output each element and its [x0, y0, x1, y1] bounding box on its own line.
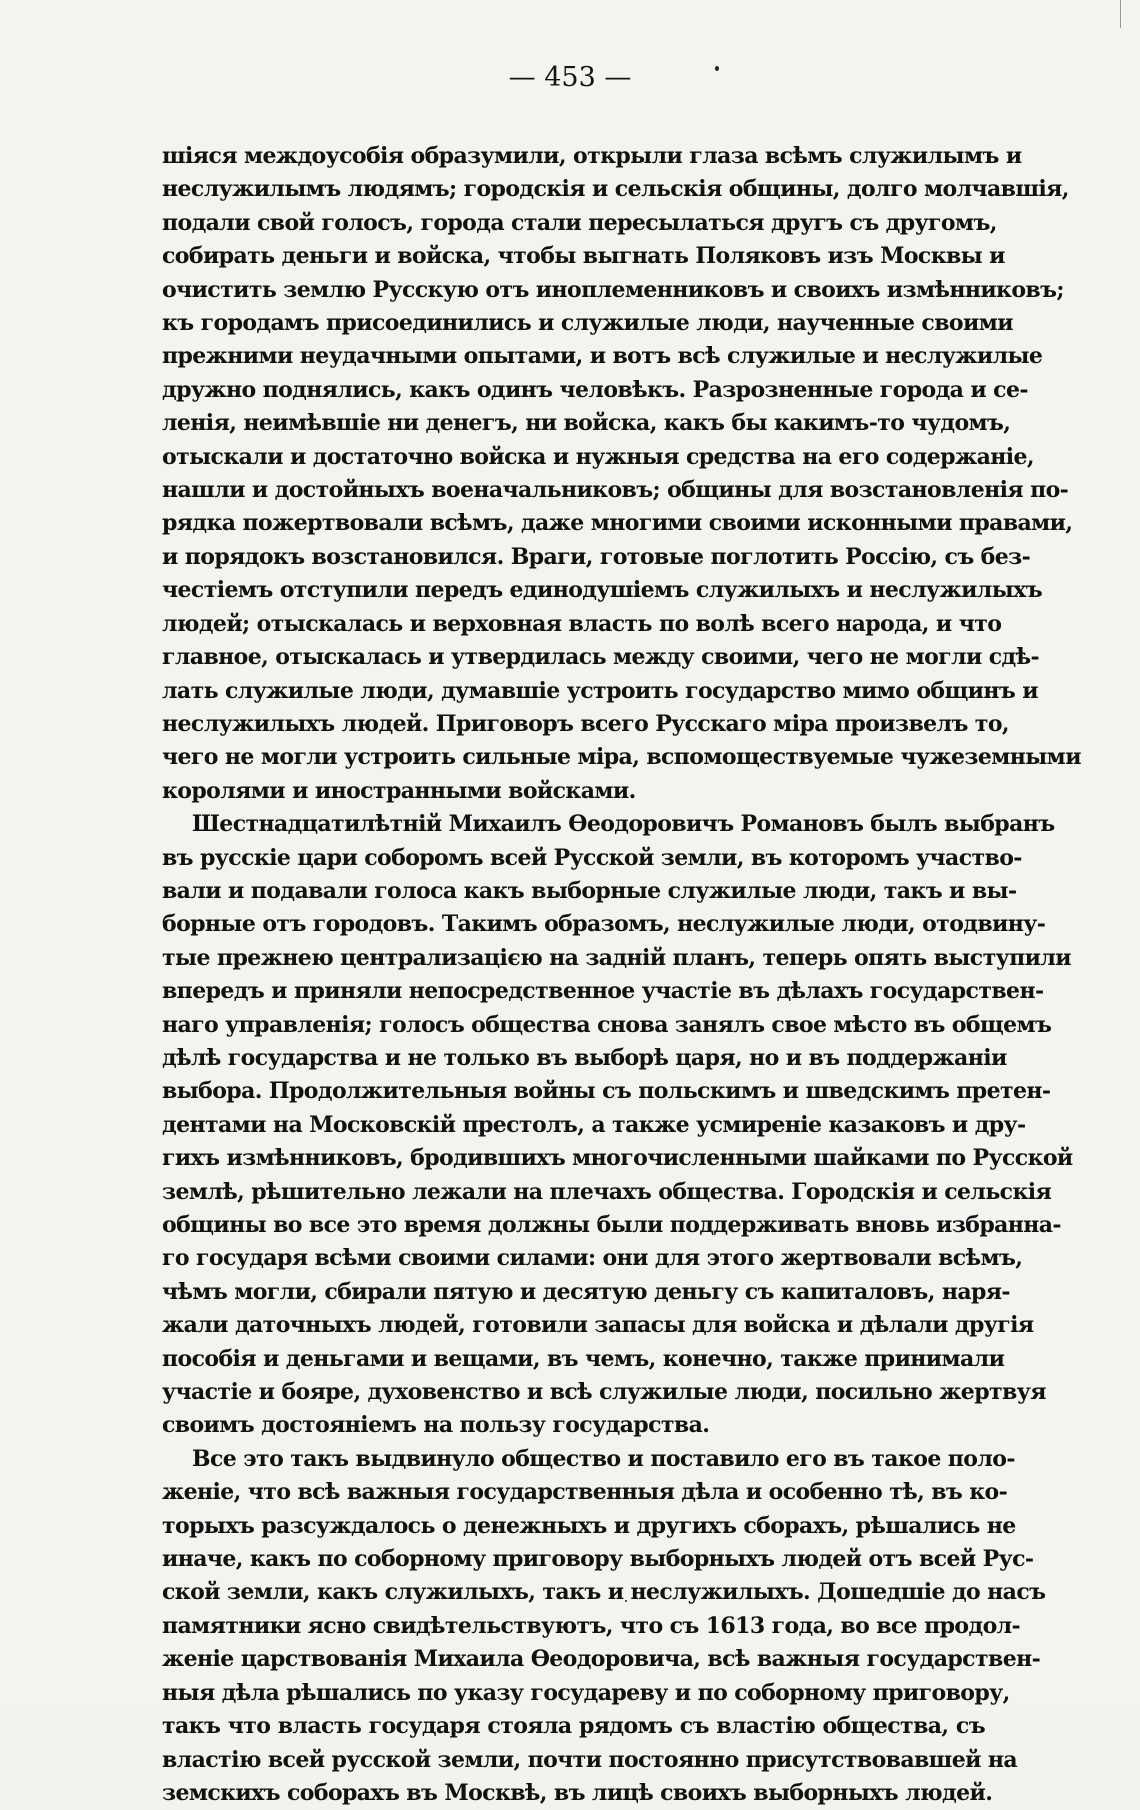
text-line: ской земли, какъ служилыхъ, такъ и неслужилыхъ. Дошедшіе до насъ — [162, 1579, 1046, 1606]
text-line: общины во все это время должны были поддерживать вновь избранна- — [162, 1212, 1061, 1238]
text-line: людей; отыскалась и верховная власть по волѣ всего народа, и что — [162, 610, 1002, 637]
text-line: къ городамъ присоединились и служилые люди, наученные своими — [162, 310, 1013, 337]
paragraph-3 — [162, 1443, 1046, 1810]
paragraph-2 — [162, 808, 1073, 1443]
text-line: ленія, неимѣвшіе ни денегъ, ни войска, какъ бы какимъ-то чудомъ, — [162, 410, 1011, 437]
text-line: неслужилыхъ людей. Приговоръ всего Русскаго міра произвелъ то, — [162, 710, 1009, 737]
text-line: въ русскіе цари соборомъ всей Русской земли, въ которомъ участво- — [162, 844, 1022, 871]
text-line: тые прежнею централизацією на задній планъ, теперь опять выступили — [162, 944, 1071, 971]
text-line: памятники ясно свидѣтельствуютъ, что съ 1613 года, во все продол- — [162, 1612, 1021, 1639]
text-line: торыхъ разсуждалось о денежныхъ и другихъ сборахъ, рѣшались не — [162, 1512, 1016, 1539]
text-line: ныя дѣла рѣшались по указу государеву и по соборному приговору, — [162, 1679, 1010, 1706]
text-line: Все это такъ выдвинуло общество и поставило его въ такое поло- — [192, 1445, 1015, 1472]
page-number: — 453 — — [508, 62, 632, 93]
text-line: неслужилымъ людямъ; городскія и сельскія общины, долго молчавшія, — [162, 176, 1069, 203]
text-line: пособія и деньгами и вещами, въ чемъ, конечно, также принимали — [162, 1345, 1005, 1372]
right-edge-mark — [1120, 0, 1121, 28]
text-line: земскихъ соборахъ въ Москвѣ, въ лицѣ своихъ выборныхъ людей. — [162, 1779, 993, 1806]
text-line: впередъ и приняли непосредственное участіе въ дѣлахъ государствен- — [162, 978, 1044, 1005]
text-line: вали и подавали голоса какъ выборные служилые люди, такъ и вы- — [162, 877, 1017, 904]
text-line: чего не могли устроить сильные міра, вспомоществуемые чужеземными — [162, 744, 1081, 771]
text-line: очистить землю Русскую отъ иноплеменниковъ и своихъ измѣнниковъ; — [162, 276, 1064, 303]
text-line: главное, отыскалась и утвердилась между своими, чего не могли сдѣ- — [162, 644, 1039, 671]
paragraph-1 — [162, 140, 1081, 808]
text-line: подали свой голосъ, города стали пересылаться другъ съ другомъ, — [162, 209, 997, 236]
text-line: выбора. Продолжительныя войны съ польскимъ и шведскимъ претен- — [162, 1078, 1051, 1105]
text-line: рядка пожертвовали всѣмъ, даже многими своими исконными правами, — [162, 510, 1073, 537]
text-line: шіяся междоусобія образумили, открыли глаза всѣмъ служилымъ и — [162, 143, 1022, 169]
text-line: Шестнадцатилѣтній Михаилъ Ѳеодоровичъ Романовъ былъ выбранъ — [192, 811, 1055, 838]
text-line: собирать деньги и войска, чтобы выгнать Поляковъ изъ Москвы и — [162, 243, 1005, 270]
body-text — [162, 140, 1081, 1810]
text-line: иначе, какъ по соборному приговору выборныхъ людей отъ всей Рус- — [162, 1546, 1034, 1573]
text-line: землѣ, рѣшительно лежали на плечахъ общества. Городскія и сельскія — [162, 1178, 1052, 1205]
text-line: своимъ достояніемъ на пользу государства. — [162, 1412, 710, 1439]
text-line: жали даточныхъ людей, готовили запасы для войска и дѣлали другія — [162, 1312, 1034, 1339]
text-line: чѣмъ могли, сбирали пятую и десятую деньгу съ капиталовъ, наря- — [162, 1278, 1010, 1305]
text-line: дѣлѣ государства и не только въ выборѣ царя, но и въ поддержаніи — [162, 1044, 1007, 1071]
text-line: женіе, что всѣ важныя государственныя дѣла и особенно тѣ, въ ко- — [162, 1479, 1008, 1506]
text-line: королями и иностранными войсками. — [162, 777, 636, 804]
text-line: гихъ измѣнниковъ, бродившихъ многочисленными шайками по Русской — [162, 1145, 1073, 1172]
text-line: и порядокъ возстановился. Враги, готовые поглотить Россію, съ без- — [162, 543, 1031, 570]
text-line: наго управленія; голосъ общества снова занялъ свое мѣсто въ общемъ — [162, 1011, 1052, 1038]
text-line: дентами на Московскій престолъ, а также усмиреніе казаковъ и дру- — [162, 1111, 1026, 1138]
text-line: честіемъ отступили передъ единодушіемъ служилыхъ и неслужилыхъ — [162, 577, 1042, 604]
text-line: отыскали и достаточно войска и нужныя средства на его содержаніе, — [162, 443, 1034, 470]
text-line: нашли и достойныхъ военачальниковъ; общины для возстановленія по- — [162, 477, 1069, 504]
text-line: го государя всѣми своими силами: они для этого жертвовали всѣмъ, — [162, 1245, 1023, 1272]
text-line: женіе царствованія Михаила Ѳеодоровича, всѣ важныя государствен- — [162, 1646, 1041, 1673]
text-line: такъ что власть государя стояла рядомъ съ властію общества, съ — [162, 1713, 985, 1740]
text-line: дружно поднялись, какъ одинъ человѣкъ. Разрозненные города и се- — [162, 376, 1028, 403]
text-line: прежними неудачными опытами, и вотъ всѣ служилые и неслужилые — [162, 343, 1043, 370]
text-line: властію всей русской земли, почти постоянно присутствовавшей на — [162, 1746, 1018, 1773]
text-line: участіе и бояре, духовенство и всѣ служилые люди, посильно жертвуя — [162, 1379, 1046, 1406]
text-line: лать служилые люди, думавшіе устроить государство мимо общинъ и — [162, 677, 1038, 704]
text-line: борные отъ городовъ. Такимъ образомъ, неслужилые люди, отодвину- — [162, 911, 1046, 938]
